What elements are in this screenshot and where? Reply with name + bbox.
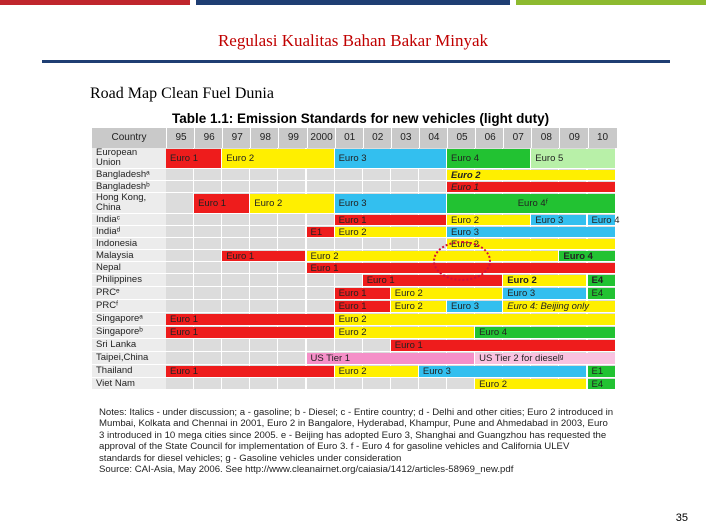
standard-bar: Euro 2: [475, 379, 586, 389]
standard-bar: Euro 2: [335, 327, 475, 338]
grid-cell: [222, 226, 250, 238]
standard-bar: Euro 3: [447, 227, 615, 237]
grid-cell: [307, 378, 335, 390]
grid-cell: [391, 169, 419, 181]
grid-cell: [194, 238, 222, 250]
grid-cell: [307, 339, 335, 352]
grid-cell: [335, 181, 363, 193]
grid-cell: [194, 339, 222, 352]
standard-bar: Euro 4ᶠ: [447, 194, 615, 213]
grid-cell: [419, 169, 447, 181]
grid-cell: [250, 339, 278, 352]
grid-cell: [391, 238, 419, 250]
grid-cell: [278, 339, 306, 352]
grid-cell: [194, 352, 222, 365]
row-label: Bangladeshᵃ: [92, 169, 166, 181]
grid-cell: [278, 226, 306, 238]
year-header: 96: [194, 128, 223, 148]
standard-bar: Euro 1: [166, 149, 221, 168]
grid-cell: [278, 214, 306, 226]
row-label: Hong Kong, China: [92, 193, 166, 214]
year-header: 02: [363, 128, 392, 148]
grid-cell: [278, 238, 306, 250]
grid-cell: [363, 378, 391, 390]
year-header: 99: [278, 128, 307, 148]
top-accent-blue: [196, 0, 510, 5]
row-label: Indonesia: [92, 238, 166, 250]
row-label: Malaysia: [92, 250, 166, 262]
row-label: Thailand: [92, 365, 166, 378]
grid-cell: [278, 274, 306, 287]
grid-cell: [250, 226, 278, 238]
grid-cell: [363, 339, 391, 352]
grid-cell: [166, 238, 194, 250]
standard-bar: Euro 1: [363, 275, 503, 286]
grid-cell: [194, 378, 222, 390]
slide-subtitle: Road Map Clean Fuel Dunia: [90, 85, 274, 102]
year-header: 06: [475, 128, 504, 148]
grid-cell: [363, 181, 391, 193]
source-text: Source: CAI-Asia, May 2006. See http://www.cleanairnet.org/caiasia/1412/articles-58969_new.pdf: [99, 464, 514, 476]
standard-bar: Euro 1: [335, 215, 446, 225]
grid-cell: [166, 169, 194, 181]
grid-cell: [166, 250, 194, 262]
country-header: Country: [92, 128, 166, 148]
grid-cell: [194, 226, 222, 238]
grid-cell: [194, 250, 222, 262]
standard-bar: Euro 4: Beijing only: [503, 301, 614, 312]
grid-cell: [222, 169, 250, 181]
grid-cell: [278, 300, 306, 313]
grid-cell: [194, 274, 222, 287]
row-label: Indiaᵈ: [92, 226, 166, 238]
year-header: 09: [559, 128, 588, 148]
standard-bar: Euro 2: [447, 170, 615, 180]
standard-bar: E4: [588, 275, 615, 286]
standard-bar: Euro 3: [419, 366, 587, 377]
year-header: 04: [419, 128, 448, 148]
grid-cell: [250, 262, 278, 274]
grid-cell: [363, 238, 391, 250]
year-header: 10: [588, 128, 617, 148]
standard-bar: US Tier 2 for dieselᵍ: [475, 353, 615, 364]
standard-bar: Euro 1: [222, 251, 305, 261]
grid-cell: [250, 274, 278, 287]
standard-bar: Euro 1: [307, 263, 615, 273]
standard-bar: Euro 2: [335, 366, 418, 377]
grid-cell: [419, 181, 447, 193]
row-label: Singaporeᵇ: [92, 326, 166, 339]
grid-cell: [307, 287, 335, 300]
grid-cell: [166, 352, 194, 365]
grid-cell: [194, 169, 222, 181]
grid-cell: [222, 181, 250, 193]
grid-cell: [278, 181, 306, 193]
standard-bar: Euro 2: [307, 251, 559, 261]
highlight-circle: [433, 241, 491, 281]
row-label: Taipei,China: [92, 352, 166, 365]
grid-cell: [222, 339, 250, 352]
standard-bar: Euro 1: [335, 288, 390, 299]
slide-title: Regulasi Kualitas Bahan Bakar Minyak: [217, 31, 489, 50]
grid-cell: [391, 181, 419, 193]
grid-cell: [335, 169, 363, 181]
grid-cell: [307, 181, 335, 193]
row-label: Indiaᶜ: [92, 214, 166, 226]
grid-cell: [222, 352, 250, 365]
row-label: Philippines: [92, 274, 166, 287]
standard-bar: E1: [588, 366, 615, 377]
top-accent-green: [516, 0, 706, 5]
grid-cell: [166, 339, 194, 352]
grid-cell: [166, 287, 194, 300]
standard-bar: Euro 1: [166, 314, 334, 325]
row-label: Viet Nam: [92, 378, 166, 390]
grid-cell: [250, 352, 278, 365]
grid-cell: [166, 300, 194, 313]
row-label: Bangladeshᵇ: [92, 181, 166, 193]
standard-bar: Euro 2: [335, 314, 615, 325]
grid-cell: [250, 300, 278, 313]
standard-bar: E1: [307, 227, 334, 237]
standard-bar: Euro 2: [391, 288, 502, 299]
standard-bar: Euro 3: [531, 215, 586, 225]
notes-text: Notes: Italics - under discussion; a - gasoline; b - Diesel; c - Entire country; d - Delhi and other cities; Euro 2 introduced in Mumbai, Kolkata and Chennai in 2001, Euro 2 in Bangalore, Hyderabad, Khampur, Pune and Ahmedabad in 2003, Euro 3 introduced in 10 mega cities since 2005. e - Beijing has adopted Euro 3, Shanghai and Guangzhou has requested the approval of the State Council for implementation of Euro 3. f - Euro 4 for gasoline vehicles and California ULEV standards for diesel vehicles; g - Gasoline vehicles under consideration: [99, 407, 614, 464]
title-divider: [42, 60, 670, 63]
grid-cell: [278, 287, 306, 300]
grid-cell: [222, 287, 250, 300]
row-label: PRCᶠ: [92, 300, 166, 313]
grid-cell: [194, 262, 222, 274]
grid-cell: [335, 378, 363, 390]
standard-bar: Euro 4: [475, 327, 615, 338]
grid-cell: [391, 378, 419, 390]
grid-cell: [250, 169, 278, 181]
standard-bar: Euro 4: [559, 251, 614, 261]
grid-cell: [278, 169, 306, 181]
row-label: PRCᵉ: [92, 287, 166, 300]
grid-cell: [335, 238, 363, 250]
standard-bar: Euro 3: [335, 194, 446, 213]
grid-cell: [307, 274, 335, 287]
year-header: 2000: [307, 128, 336, 148]
standard-bar: Euro 4: [447, 149, 530, 168]
standard-bar: Euro 1: [391, 340, 615, 351]
grid-cell: [250, 214, 278, 226]
standard-bar: Euro 2: [391, 301, 446, 312]
grid-cell: [250, 181, 278, 193]
grid-cell: [335, 339, 363, 352]
grid-cell: [222, 378, 250, 390]
grid-cell: [194, 214, 222, 226]
standard-bar: Euro 3: [335, 149, 446, 168]
standard-bar: Euro 2: [447, 215, 530, 225]
standard-bar: E4: [588, 288, 615, 299]
standard-bar: Euro 5: [531, 149, 614, 168]
table-title: Table 1.1: Emission Standards for new vehicles (light duty): [172, 111, 550, 126]
grid-cell: [278, 352, 306, 365]
grid-cell: [250, 378, 278, 390]
emission-standards-table: [92, 128, 620, 408]
standard-bar: E4: [588, 379, 615, 389]
standard-bar: Euro 2: [250, 194, 333, 213]
year-header: 07: [503, 128, 532, 148]
grid-cell: [363, 169, 391, 181]
year-header: 03: [391, 128, 420, 148]
year-header: 97: [222, 128, 251, 148]
grid-cell: [222, 214, 250, 226]
standard-bar: Euro 2: [335, 227, 446, 237]
grid-cell: [166, 193, 194, 214]
grid-cell: [166, 226, 194, 238]
year-header: 05: [447, 128, 476, 148]
year-header: 01: [335, 128, 364, 148]
grid-cell: [222, 238, 250, 250]
standard-bar: Euro 2: [447, 239, 615, 249]
grid-cell: [250, 238, 278, 250]
standard-bar: Euro 1: [447, 182, 615, 192]
grid-cell: [166, 274, 194, 287]
standard-bar: Euro 2: [503, 275, 586, 286]
grid-cell: [166, 181, 194, 193]
grid-cell: [222, 274, 250, 287]
grid-cell: [250, 287, 278, 300]
grid-cell: [166, 262, 194, 274]
grid-cell: [335, 274, 363, 287]
table-notes: [99, 407, 614, 475]
standard-bar: Euro 3: [503, 288, 586, 299]
grid-cell: [278, 378, 306, 390]
row-label: Sri Lanka: [92, 339, 166, 352]
standard-bar: Euro 4: [588, 215, 615, 225]
grid-cell: [307, 238, 335, 250]
year-header: 08: [531, 128, 560, 148]
standard-bar: US Tier 1: [307, 353, 475, 364]
year-header: 95: [166, 128, 195, 148]
standard-bar: Euro 3: [447, 301, 502, 312]
grid-cell: [307, 214, 335, 226]
standard-bar: Euro 1: [166, 366, 334, 377]
grid-cell: [447, 378, 475, 390]
grid-cell: [419, 378, 447, 390]
grid-cell: [194, 287, 222, 300]
grid-cell: [194, 300, 222, 313]
grid-cell: [222, 300, 250, 313]
grid-cell: [307, 169, 335, 181]
row-label: European Union: [92, 148, 166, 169]
grid-cell: [166, 214, 194, 226]
page-number: 35: [675, 512, 688, 524]
grid-cell: [166, 378, 194, 390]
grid-cell: [307, 300, 335, 313]
standard-bar: Euro 2: [222, 149, 333, 168]
standard-bar: Euro 1: [194, 194, 249, 213]
standard-bar: Euro 1: [166, 327, 334, 338]
grid-cell: [278, 262, 306, 274]
top-accent-red: [0, 0, 190, 5]
row-label: Nepal: [92, 262, 166, 274]
row-label: Singaporeᵃ: [92, 313, 166, 326]
year-header: 98: [250, 128, 279, 148]
grid-cell: [194, 181, 222, 193]
standard-bar: Euro 1: [335, 301, 390, 312]
grid-cell: [222, 262, 250, 274]
